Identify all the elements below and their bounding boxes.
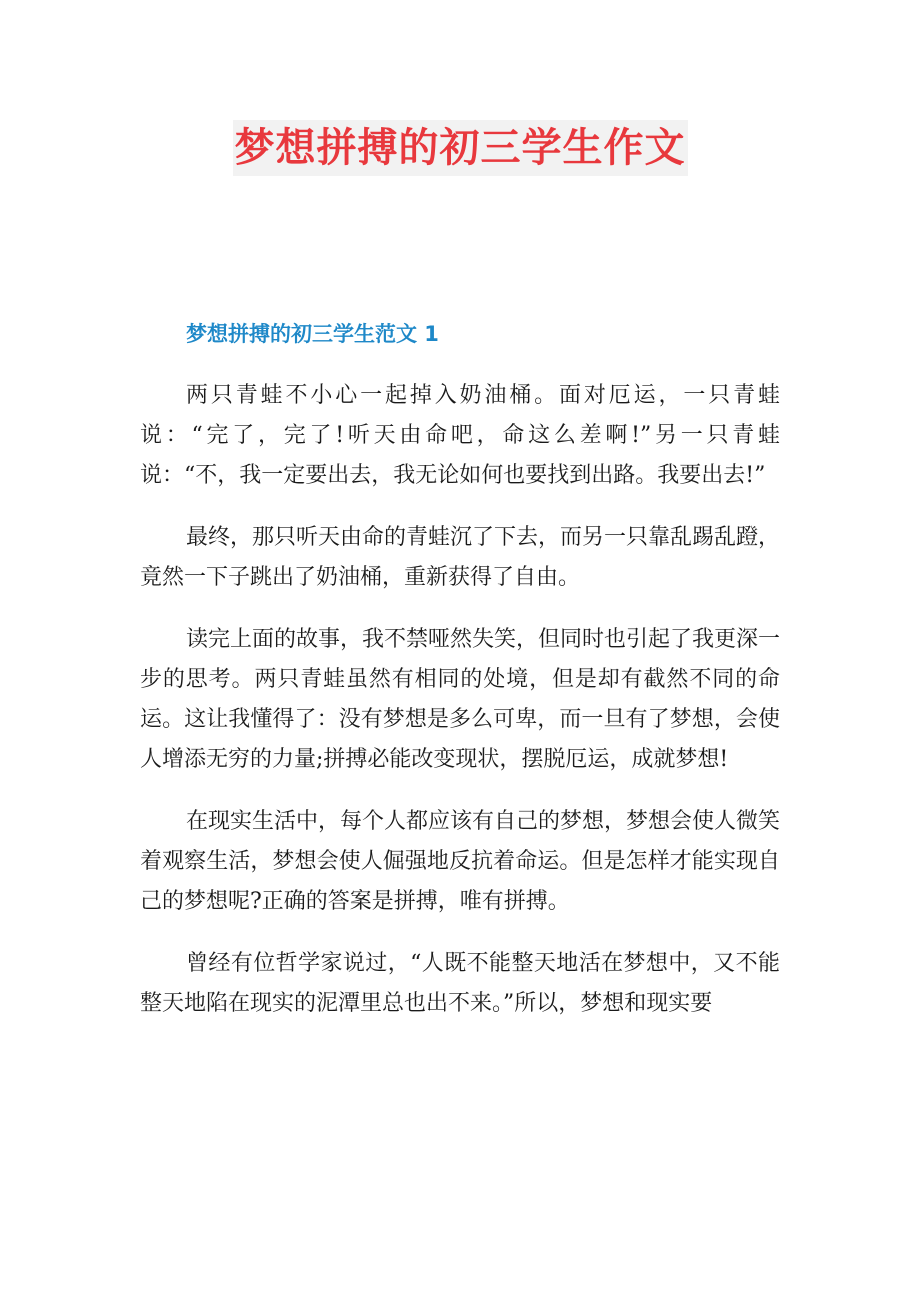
paragraph-4: 在现实生活中，每个人都应该有自己的梦想，梦想会使人微笑着观察生活，梦想会使人倔强地反抗着命运。但是怎样才能实现自己的梦想呢?正确的答案是拼搏，唯有拼搏。 (140, 809, 781, 914)
paragraph-2: 最终，那只听天由命的青蛙沉了下去，而另一只靠乱踢乱蹬，竟然一下子跳出了奶油桶，重新获得了自由。 (140, 525, 781, 590)
section-heading: 梦想拼搏的初三学生范文 1 (186, 322, 439, 346)
title-container (0, 120, 920, 176)
paragraph-3: 读完上面的故事，我不禁哑然失笑，但同时也引起了我更深一步的思考。两只青蛙虽然有相同的处境，但是却有截然不同的命运。这让我懂得了：没有梦想是多么可卑，而一旦有了梦想，会使人增添无穷的力量;拼搏必能改变现状，摆脱厄运，成就梦想! (140, 627, 781, 772)
paragraph-5: 曾经有位哲学家说过，“人既不能整天地活在梦想中，又不能整天地陷在现实的泥潭里总也出不来。”所以，梦想和现实要 (140, 951, 780, 1016)
paragraph-1: 两只青蛙不小心一起掉入奶油桶。面对厄运，一只青蛙说：“完了，完了!听天由命吧，命这么差啊!”另一只青蛙说：“不，我一定要出去，我无论如何也要找到出路。我要出去!” (140, 383, 780, 488)
document-title: 梦想拼搏的初三学生作文 (233, 120, 688, 176)
document-body (140, 314, 780, 1046)
